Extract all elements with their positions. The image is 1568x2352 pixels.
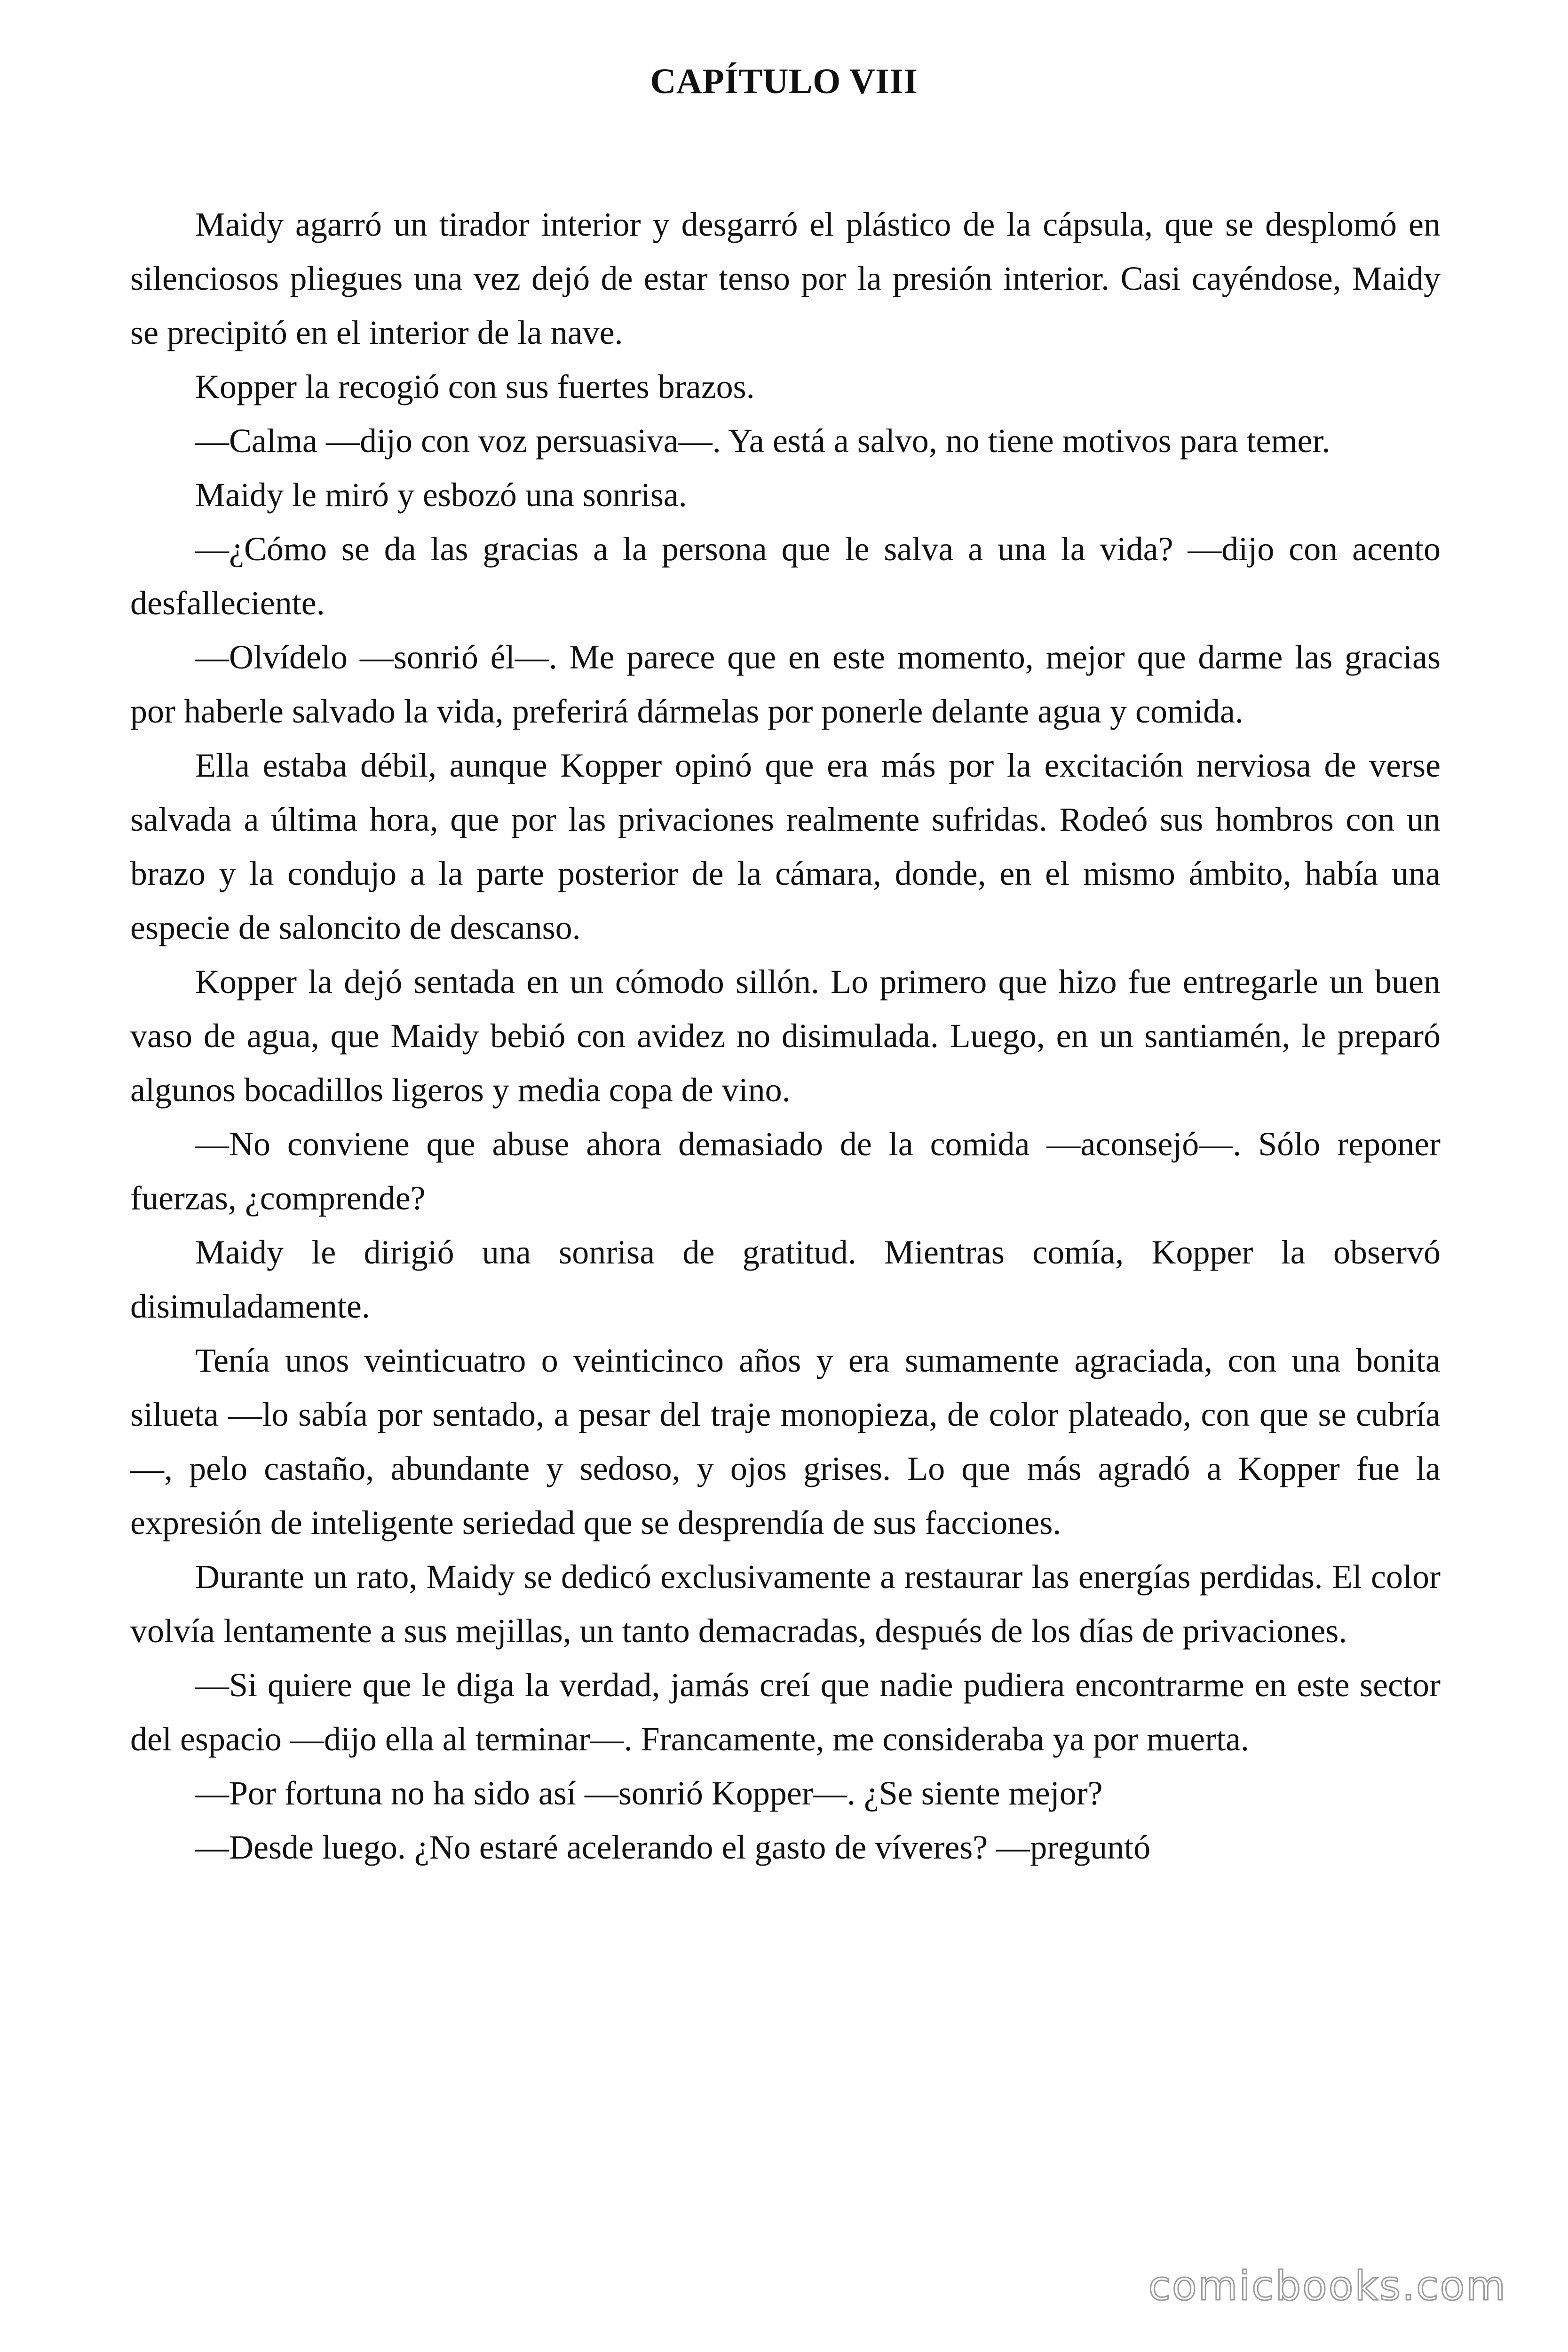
paragraph: —Desde luego. ¿No estaré acelerando el gasto de víveres? —preguntó: [195, 1828, 1151, 1866]
watermark: comicbooks.com: [1148, 2263, 1507, 2310]
paragraph: —Calma —dijo con voz persuasiva—. Ya está a salvo, no tiene motivos para temer.: [195, 422, 1330, 460]
paragraph: Maidy le miró y esbozó una sonrisa.: [195, 476, 687, 514]
paragraph: —Por fortuna no ha sido así —sonrió Kopper—. ¿Se siente mejor?: [195, 1774, 1103, 1812]
paragraph: Kopper la recogió con sus fuertes brazos.: [195, 368, 755, 405]
chapter-title: CAPÍTULO VIII: [650, 62, 918, 101]
paragraph: —Si quiere que le diga la verdad, jamás creí que nadie pudiera encontrarme en este sector del espacio —dijo ella al terminar—. Francamente, me consideraba ya por muerta.: [130, 1666, 1441, 1758]
body-text: [130, 198, 1441, 1875]
paragraph: Maidy le dirigió una sonrisa de gratitud. Mientras comía, Kopper la observó disimuladamente.: [130, 1233, 1441, 1325]
paragraph: Kopper la dejó sentada en un cómodo sillón. Lo primero que hizo fue entregarle un buen vaso de agua, que Maidy bebió con avidez no disimulada. Luego, en un santiamén, le preparó algunos bocadillos ligeros y media copa de vino.: [130, 963, 1441, 1109]
paragraph: Tenía unos veinticuatro o veinticinco años y era sumamente agraciada, con una bonita silueta —lo sabía por sentado, a pesar del traje monopieza, de color plateado, con que se cubría—, pelo castaño, abundante y sedoso, y ojos grises. Lo que más agradó a Kopper fue la expresión de inteligente seriedad que se desprendía de sus facciones.: [130, 1342, 1441, 1542]
paragraph: Maidy agarró un tirador interior y desgarró el plástico de la cápsula, que se desplomó en silenciosos pliegues una vez dejó de estar tenso por la presión interior. Casi cayéndose, Maidy se precipitó en el interior de la nave.: [130, 206, 1441, 351]
paragraph: —Olvídelo —sonrió él—. Me parece que en este momento, mejor que darme las gracias por haberle salvado la vida, preferirá dármelas por ponerle delante agua y comida.: [130, 638, 1441, 730]
paragraph: Ella estaba débil, aunque Kopper opinó que era más por la excitación nerviosa de verse salvada a última hora, que por las privaciones realmente sufridas. Rodeó sus hombros con un brazo y la condujo a la parte posterior de la cámara, donde, en el mismo ámbito, había una especie de saloncito de descanso.: [130, 747, 1441, 946]
paragraph: —No conviene que abuse ahora demasiado de la comida —aconsejó—. Sólo reponer fuerzas, ¿comprende?: [130, 1125, 1441, 1217]
paragraph: —¿Cómo se da las gracias a la persona que le salva a una la vida? —dijo con acento desfalleciente.: [130, 530, 1441, 622]
paragraph: Durante un rato, Maidy se dedicó exclusivamente a restaurar las energías perdidas. El color volvía lentamente a sus mejillas, un tanto demacradas, después de los días de privaciones.: [130, 1558, 1441, 1650]
